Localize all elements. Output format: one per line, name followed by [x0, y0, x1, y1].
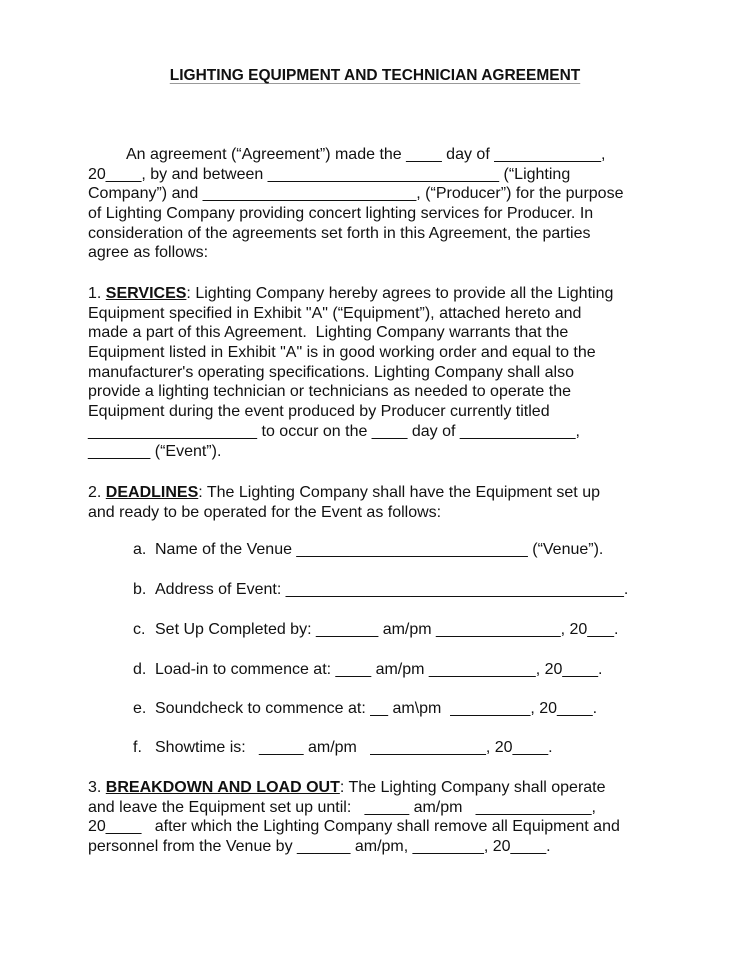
document-title — [0, 67, 750, 85]
item-letter: b. — [133, 581, 147, 598]
text-line: ___________________ to occur on the ____ day of _____________, — [88, 422, 580, 440]
section-deadlines — [88, 483, 688, 522]
item-text: Address of Event: ______________________________________. — [155, 581, 629, 598]
text-line: provide a lighting technician or technicians as needed to operate the — [88, 383, 571, 401]
text-line: manufacturer's operating specifications. Lighting Company shall also — [88, 363, 574, 381]
item-letter: e. — [133, 700, 147, 717]
section-heading: SERVICES — [105, 285, 187, 302]
deadline-item — [133, 660, 602, 680]
item-letter: c. — [133, 621, 146, 638]
text-line: personnel from the Venue by ______ am/pm, ________, 20____. — [88, 838, 551, 856]
section-heading: BREAKDOWN AND LOAD OUT — [105, 779, 340, 796]
deadline-item — [133, 620, 618, 640]
text-line: _______ (“Event”). — [88, 442, 222, 460]
item-text: Load-in to commence at: ____ am/pm ____________, 20____. — [155, 661, 603, 678]
section-number: 1. — [88, 285, 106, 302]
text-line: Equipment during the event produced by Producer currently titled — [88, 403, 550, 421]
text-line: and leave the Equipment set up until: _____ am/pm _____________, — [88, 798, 596, 816]
section-number: 3. — [88, 779, 106, 796]
section-number: 2. — [88, 484, 106, 501]
title-text: LIGHTING EQUIPMENT AND TECHNICIAN AGREEMENT — [169, 67, 581, 84]
text-line: : The Lighting Company shall operate — [339, 779, 606, 796]
item-letter: a. — [133, 541, 147, 558]
text-line: Equipment specified in Exhibit "A" (“Equipment”), attached hereto and — [88, 304, 582, 322]
intro-paragraph — [88, 145, 688, 263]
section-services — [88, 284, 688, 461]
section-heading: DEADLINES — [105, 484, 199, 501]
text-line: made a part of this Agreement. Lighting Company warrants that the — [88, 324, 569, 342]
text-line: 20____, by and between __________________________ (“Lighting — [88, 165, 571, 183]
text-line: Company”) and ________________________, (“Producer”) for the purpose — [88, 185, 624, 203]
text-line: Equipment listed in Exhibit "A" is in good working order and equal to the — [88, 344, 596, 362]
deadline-item — [133, 699, 597, 719]
item-text: Soundcheck to commence at: __ am\pm _________, 20____. — [155, 700, 598, 717]
deadline-item — [133, 540, 603, 560]
text-line: An agreement (“Agreement”) made the ____ day of ____________, — [126, 146, 606, 163]
deadline-item — [133, 738, 553, 758]
item-letter: d. — [133, 661, 147, 678]
item-text: Set Up Completed by: _______ am/pm ______________, 20___. — [155, 621, 619, 638]
text-line: of Lighting Company providing concert lighting services for Producer. In — [88, 205, 594, 223]
text-line: agree as follows: — [88, 244, 209, 262]
item-text: Showtime is: _____ am/pm _____________, 20____. — [155, 739, 553, 756]
item-letter: f. — [133, 739, 142, 756]
deadline-item — [133, 580, 628, 600]
text-line: consideration of the agreements set forth in this Agreement, the parties — [88, 224, 591, 242]
text-line: : Lighting Company hereby agrees to provide all the Lighting — [186, 285, 614, 302]
text-line: : The Lighting Company shall have the Equipment set up — [198, 484, 600, 501]
text-line: 20____ after which the Lighting Company shall remove all Equipment and — [88, 818, 620, 836]
section-breakdown — [88, 778, 688, 857]
text-line: and ready to be operated for the Event as follows: — [88, 503, 442, 521]
item-text: Name of the Venue __________________________ (“Venue”). — [155, 541, 604, 558]
